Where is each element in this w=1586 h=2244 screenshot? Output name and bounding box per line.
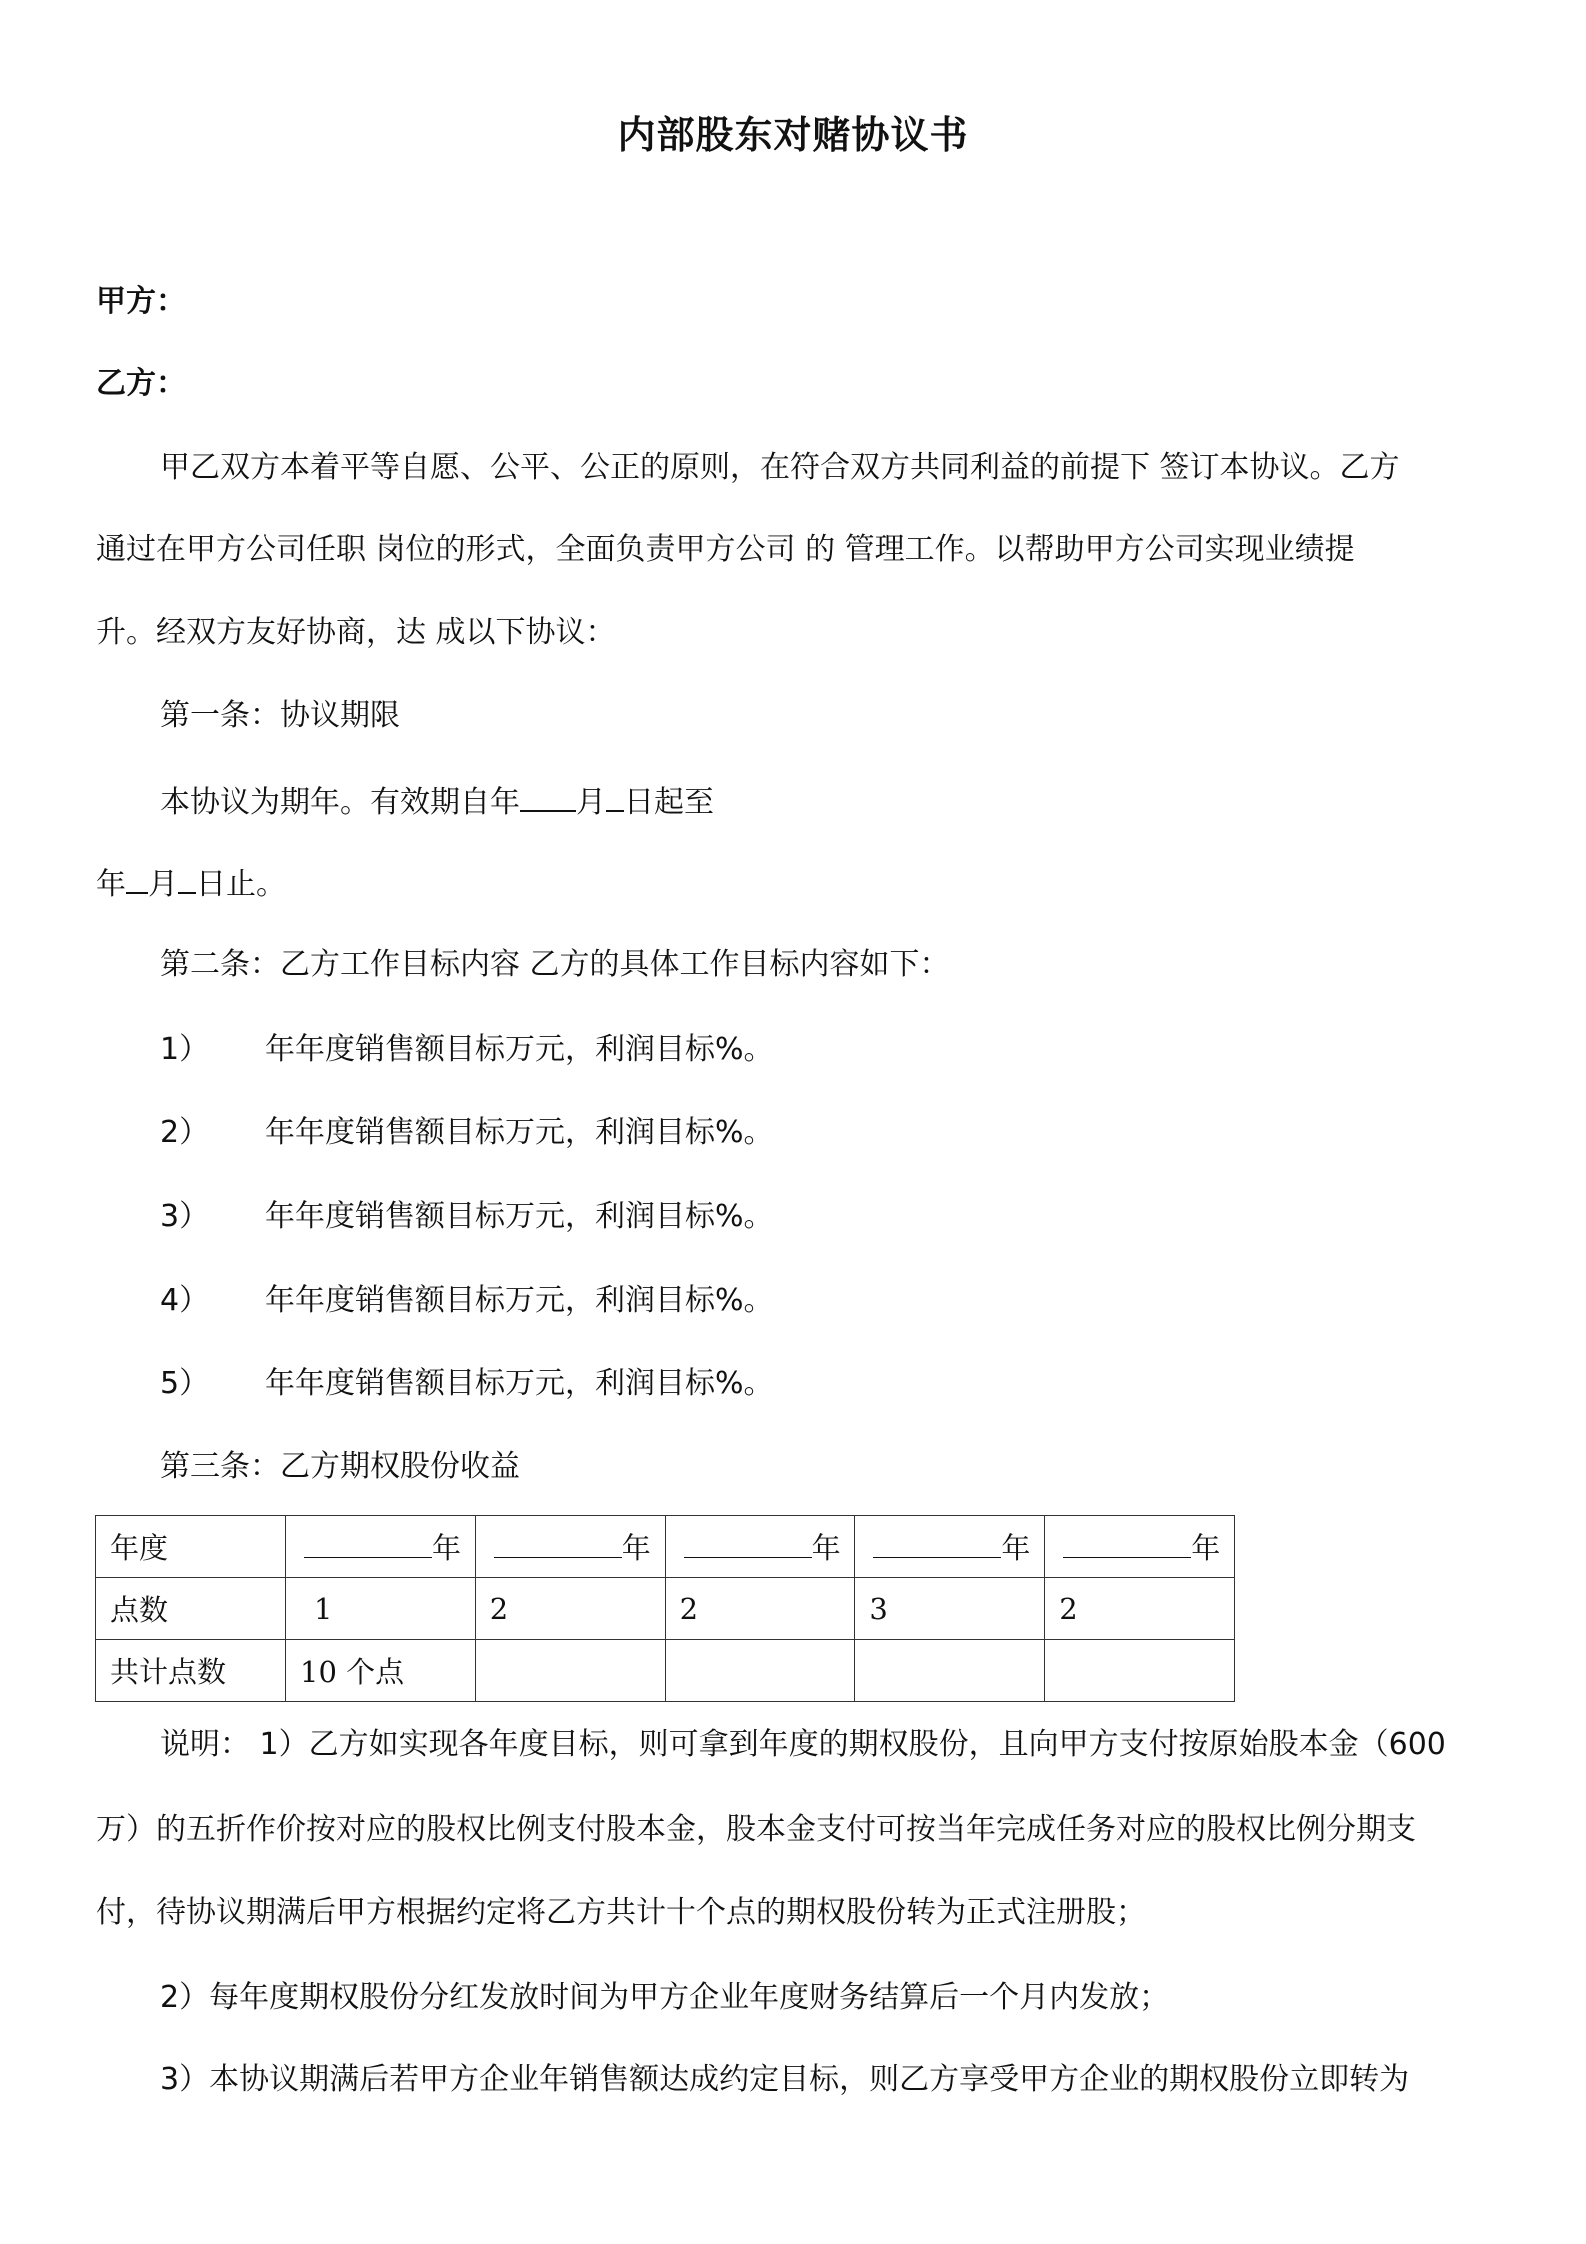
year-cell: [286, 1516, 476, 1578]
article-2-heading: 第二条：乙方工作目标内容 乙方的具体工作目标内容如下：: [160, 947, 950, 982]
party-b-label: 乙方：: [96, 366, 186, 401]
notes-line-4: 2）每年度期权股份分红发放时间为甲方企业年度财务结算后一个月内发放；: [160, 1980, 1170, 2015]
share-table: [95, 1515, 1235, 1702]
term-text-c: 日起至: [624, 785, 714, 820]
total-cell: 10 个点: [286, 1640, 476, 1702]
day-blank: [606, 780, 624, 812]
table-row: [96, 1578, 1235, 1640]
table-row: [96, 1516, 1235, 1578]
end-day-blank: [178, 862, 196, 894]
list-item-text: 年年度销售额目标万元，利润目标%。: [265, 1366, 774, 1401]
year-cell: [1045, 1516, 1235, 1578]
year-blank: [873, 1531, 1001, 1558]
list-item-number: 1）: [160, 1032, 210, 1067]
year-suffix: 年: [811, 1531, 841, 1565]
document-title: 内部股东对赌协议书: [617, 113, 969, 157]
end-year: 年: [96, 867, 126, 902]
year-suffix: 年: [1001, 1531, 1031, 1565]
empty-cell: [665, 1640, 855, 1702]
points-cell: 1: [286, 1578, 476, 1640]
empty-cell: [475, 1640, 665, 1702]
year-blank: [1063, 1531, 1191, 1558]
list-item: [160, 1030, 1560, 1070]
list-item: [160, 1113, 1560, 1153]
year-cell: [475, 1516, 665, 1578]
end-month: 月: [148, 867, 178, 902]
year-blank: [494, 1531, 622, 1558]
row-label-year: 年度: [96, 1516, 286, 1578]
term-text-a: 本协议为期年。有效期自年: [160, 785, 520, 820]
list-item-text: 年年度销售额目标万元，利润目标%。: [265, 1032, 774, 1067]
intro-line-2: 通过在甲方公司任职 岗位的形式，全面负责甲方公司 的 管理工作。以帮助甲方公司实现业绩提: [96, 532, 1355, 567]
intro-line-3: 升。经双方友好协商，达 成以下协议：: [96, 615, 616, 650]
list-item-number: 3）: [160, 1199, 210, 1234]
list-item-number: 2）: [160, 1115, 210, 1150]
notes-line-1: 说明： 1）乙方如实现各年度目标，则可拿到年度的期权股份，且向甲方支付按原始股本金（600: [160, 1727, 1446, 1762]
list-item: [160, 1364, 1560, 1404]
list-item-number: 5）: [160, 1366, 210, 1401]
article-1-heading: 第一条：协议期限: [160, 698, 400, 733]
year-cell: [665, 1516, 855, 1578]
end-day: 日止。: [196, 867, 286, 902]
intro-line-1: 甲乙双方本着平等自愿、公平、公正的原则，在符合双方共同利益的前提下 签订本协议。乙方: [160, 450, 1400, 485]
end-month-blank: [126, 862, 148, 894]
party-a-label: 甲方：: [96, 284, 186, 319]
row-label-points: 点数: [96, 1578, 286, 1640]
notes-line-3: 付，待协议期满后甲方根据约定将乙方共计十个点的期权股份转为正式注册股；: [96, 1895, 1146, 1930]
points-cell: 2: [1045, 1578, 1235, 1640]
year-cell: [855, 1516, 1045, 1578]
year-suffix: 年: [432, 1531, 462, 1565]
year-blank: [304, 1531, 432, 1558]
year-suffix: 年: [621, 1531, 651, 1565]
points-cell: 2: [475, 1578, 665, 1640]
article-1-term-end: [96, 862, 1496, 905]
points-cell: 3: [855, 1578, 1045, 1640]
points-cell: 2: [665, 1578, 855, 1640]
year-suffix: 年: [1191, 1531, 1221, 1565]
list-item-text: 年年度销售额目标万元，利润目标%。: [265, 1283, 774, 1318]
empty-cell: [855, 1640, 1045, 1702]
article-1-term: [160, 780, 1560, 823]
list-item-text: 年年度销售额目标万元，利润目标%。: [265, 1199, 774, 1234]
notes-line-2: 万）的五折作价按对应的股权比例支付股本金，股本金支付可按当年完成任务对应的股权比例分期支: [96, 1812, 1416, 1847]
term-text-b: 月: [576, 785, 606, 820]
notes-line-5: 3）本协议期满后若甲方企业年销售额达成约定目标，则乙方享受甲方企业的期权股份立即转为: [160, 2062, 1410, 2097]
empty-cell: [1045, 1640, 1235, 1702]
year-blank: [684, 1531, 812, 1558]
table-row: [96, 1640, 1235, 1702]
list-item: [160, 1197, 1560, 1237]
list-item: [160, 1281, 1560, 1321]
article-3-heading: 第三条：乙方期权股份收益: [160, 1449, 520, 1484]
list-item-number: 4）: [160, 1283, 210, 1318]
month-blank: [520, 780, 576, 812]
list-item-text: 年年度销售额目标万元，利润目标%。: [265, 1115, 774, 1150]
row-label-total: 共计点数: [96, 1640, 286, 1702]
